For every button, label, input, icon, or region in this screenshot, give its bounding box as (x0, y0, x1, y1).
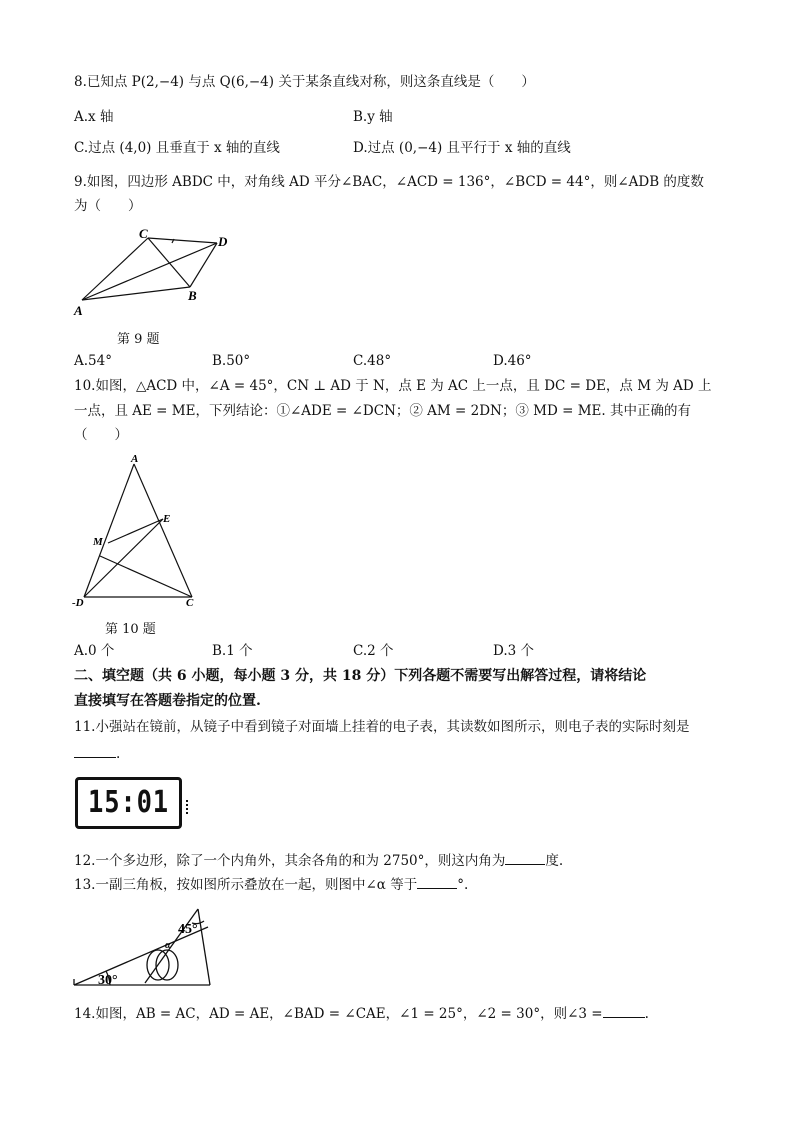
q11-answer-line (74, 745, 120, 763)
q10-segment-ac (134, 464, 192, 597)
q13-angle-alpha-label: α (165, 940, 171, 951)
q12-line (74, 852, 563, 870)
q12-blank (505, 852, 545, 865)
q13-line (74, 876, 468, 894)
q9-diagonal-cb (148, 238, 190, 287)
q11-clock-reading: 15:01 (87, 785, 170, 820)
q9-label-a: A (74, 303, 83, 318)
q9-option-c: C.48° (353, 353, 392, 369)
q14-blank (603, 1005, 645, 1018)
q8-option-b: B.y 轴 (353, 109, 393, 125)
q11-blank (74, 745, 116, 758)
q13-tail: °. (457, 877, 469, 893)
q9-option-d: D.46° (493, 353, 532, 369)
q14-tail: . (644, 1006, 649, 1022)
q13-angle-45-label: 45° (178, 922, 198, 937)
q8-option-c: C.过点 (4,0) 且垂直于 x 轴的直线 (74, 140, 280, 156)
q9-segment-ac (82, 238, 148, 300)
q10-label-d: -D (72, 597, 84, 609)
q14-line (74, 1005, 649, 1023)
q11-tail: . (116, 746, 121, 762)
q9-label-d: D (218, 234, 228, 249)
q12-tail: 度. (545, 853, 564, 869)
q13-45deg-triangle-vertical (198, 909, 210, 985)
q10-option-d: D.3 个 (493, 643, 535, 659)
q10-segment-me (108, 519, 163, 543)
q9-stem-line1: 9.如图，四边形 ABDC 中，对角线 AD 平分∠BAC，∠ACD = 136°，∠BCD = 44°，则∠ADB 的度数 (74, 174, 704, 190)
q9-label-c: C (139, 226, 148, 241)
q11-clock (75, 777, 182, 829)
q11-stem: 11.小强站在镜前，从镜子中看到镜子对面墙上挂着的电子表，其读数如图所示，则电子表的实际时刻是 (74, 719, 690, 735)
q12-stem: 12.一个多边形，除了一个内角外，其余各角的和为 2750°，则这内角为 (74, 853, 506, 869)
q10-label-m: M (93, 536, 103, 548)
q10-segment-de (84, 519, 163, 597)
q13-figure (70, 905, 215, 990)
q10-segment-ad (84, 464, 134, 597)
q13-circle-right (156, 950, 178, 980)
section2-heading-line2: 直接填写在答题卷指定的位置. (74, 693, 261, 709)
q10-stem-line2: 一点，且 AE = ME，下列结论：①∠ADE = ∠DCN；② AM = 2DN；③ MD = ME. 其中正确的有 (74, 403, 691, 419)
q8-stem: 8.已知点 P(2,−4) 与点 Q(6,−4) 关于某条直线对称，则这条直线是（ ） (74, 74, 535, 90)
q10-stem-line3: （ ） (74, 427, 128, 443)
q9-stem-line2: 为（ ） (74, 198, 142, 214)
q10-label-e: E (163, 513, 171, 525)
q8-option-d: D.过点 (0,−4) 且平行于 x 轴的直线 (353, 140, 571, 156)
q9-caption: 第 9 题 (117, 332, 160, 347)
q10-option-b: B.1 个 (212, 643, 253, 659)
q10-segment-cn (100, 556, 192, 597)
q10-label-a: A (131, 453, 139, 465)
q9-figure (70, 225, 240, 320)
q10-option-a: A.0 个 (74, 643, 115, 659)
q14-stem: 14.如图，AB = AC，AD = AE，∠BAD = ∠CAE，∠1 = 25°，∠2 = 30°，则∠3 = (74, 1006, 603, 1022)
q9-segment-db (190, 243, 217, 287)
q9-label-b: B (188, 288, 197, 303)
q10-option-c: C.2 个 (353, 643, 394, 659)
q13-45deg-triangle-left (145, 909, 198, 983)
q8-option-a: A.x 轴 (74, 109, 114, 125)
section2-heading-line1: 二、填空题（共 6 小题，每小题 3 分，共 18 分）下列各题不需要写出解答过程，请将结论 (74, 668, 647, 684)
q13-stem: 13.一副三角板，按如图所示叠放在一起，则图中∠α 等于 (74, 877, 418, 893)
q10-stem-line1: 10.如图，△ACD 中，∠A = 45°，CN ⊥ AD 于 N，点 E 为 AC 上一点，且 DC = DE，点 M 为 AD 上 (74, 378, 712, 394)
q9-segment-cd (148, 238, 217, 243)
q10-caption: 第 10 题 (105, 622, 156, 637)
q10-label-c: C (186, 597, 194, 609)
q9-option-b: B.50° (212, 353, 251, 369)
q11-clock-tick (186, 800, 190, 814)
q13-blank (417, 876, 457, 889)
q10-figure (70, 452, 210, 612)
q13-angle-30-label: 30° (98, 973, 118, 988)
q9-option-a: A.54° (74, 353, 112, 369)
